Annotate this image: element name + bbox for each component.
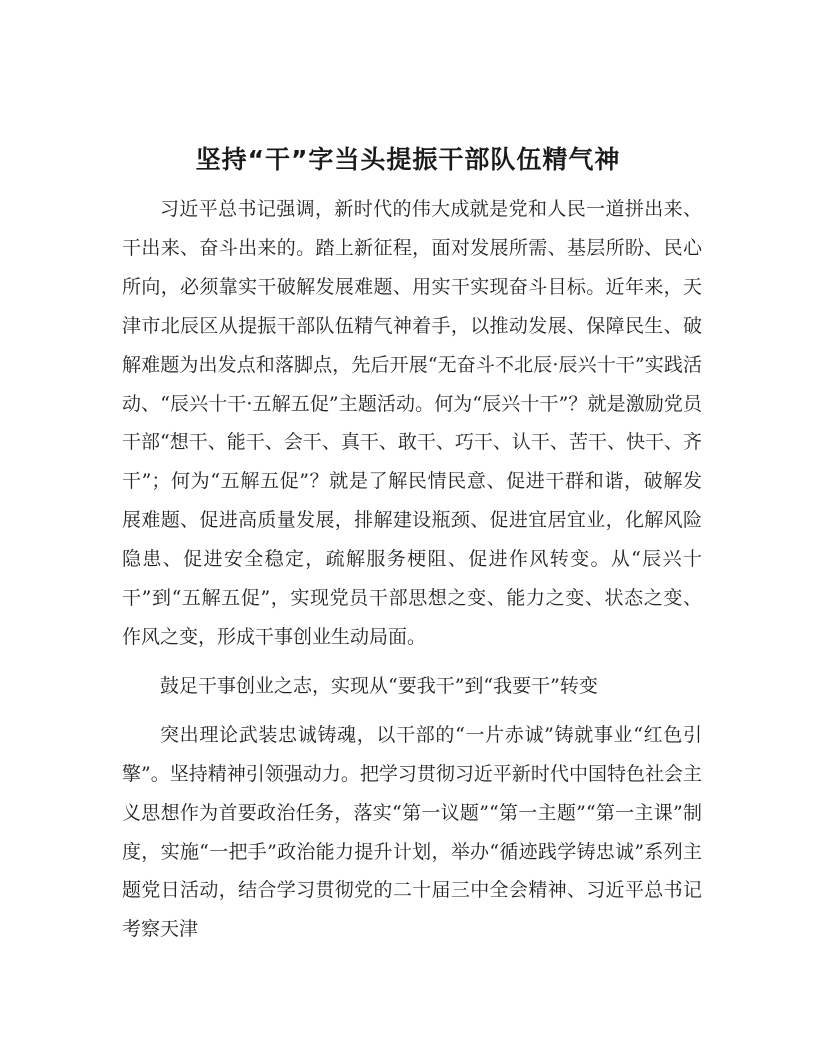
section-heading: 鼓足干事创业之志，实现从“要我干”到“我要干”转变 bbox=[160, 674, 598, 697]
paragraph-intro: 习近平总书记强调，新时代的伟大成就是党和人民一道拼出来、干出来、奋斗出来的。踏上新征程，面对发展所需、基层所盼、民心所向，必须靠实干破解发展难题、用实干实现奋斗目标。近年来，天津市北辰区从提振干部队伍精气神着手，以推动发展、保障民生、破解难题为出发点和落脚点，先后开展“无奋斗不北辰·辰兴十干”实践活动、“辰兴十干·五解五促”主题活动。何为“辰兴十干”？就是激励党员干部“想干、能干、会干、真干、敢干、巧干、认干、苦干、快干、齐干”；何为“五解五促”？就是了解民情民意、促进干群和谐，破解发展难题、促进高质量发展，排解建设瓶颈、促进宜居宜业，化解风险隐患、促进安全稳定，疏解服务梗阻、促进作风转变。从“辰兴十干”到“五解五促”，实现党员干部思想之变、能力之变、状态之变、作风之变，形成干事创业生动局面。 bbox=[122, 198, 702, 648]
document-title: 坚持“干”字当头提振干部队伍精气神 bbox=[195, 145, 621, 174]
document-body bbox=[122, 190, 702, 949]
paragraph-section-1: 突出理论武装忠诚铸魂，以干部的“一片赤诚”铸就事业“红色引擎”。坚持精神引领强动力。把学习贯彻习近平新时代中国特色社会主义思想作为首要政治任务，落实“第一议题”“第一主题”“第一主课”制度，实施“一把手”政治能力提升计划，举办“循迹践学铸忠诚”系列主题党日活动，结合学习贯彻党的二十届三中全会精神、习近平总书记考察天津 bbox=[122, 723, 702, 941]
